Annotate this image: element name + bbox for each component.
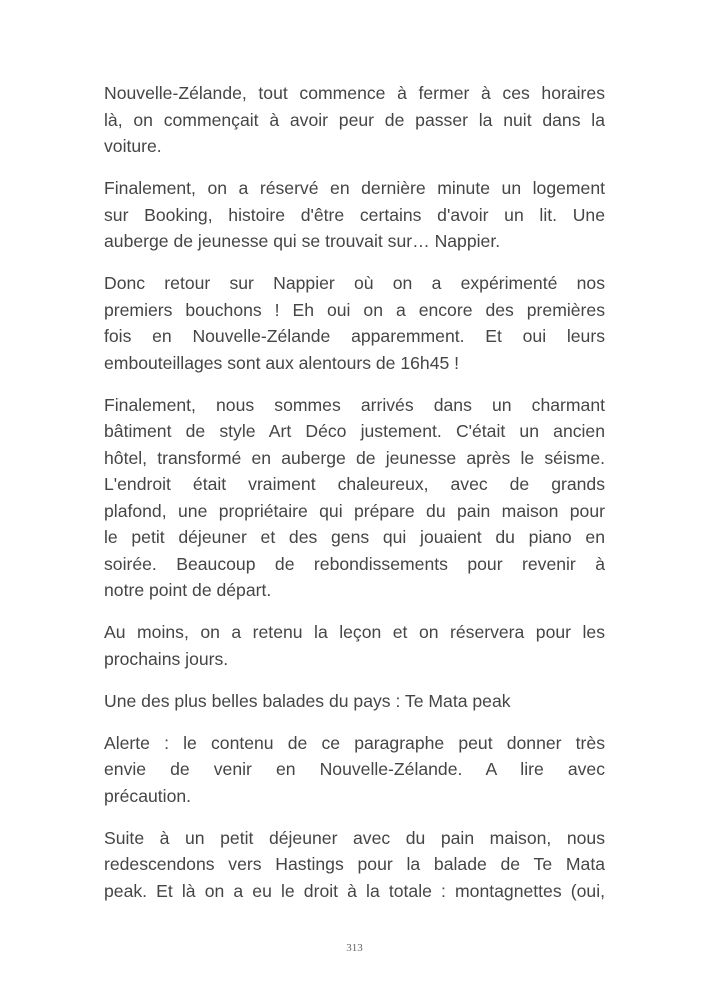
- text-line: précaution.: [104, 785, 192, 806]
- paragraph: [104, 392, 605, 604]
- text-line: sur Booking, histoire d'être certains d'avoir un lit. Une: [104, 204, 605, 225]
- text-line: auberge de jeunesse qui se trouvait sur… Nappier.: [104, 231, 501, 251]
- text-line: redescendons vers Hastings pour la balade de Te Mata: [104, 854, 605, 874]
- text-line: Au moins, on a retenu la leçon et on réservera pour les: [104, 622, 605, 642]
- text-line: Finalement, nous sommes arrivés dans un charmant: [104, 394, 605, 415]
- text-line: Alerte : le contenu de ce paragraphe peut donner très: [104, 732, 605, 753]
- page-body: [104, 80, 605, 920]
- text-line: Nouvelle-Zélande, tout commence à fermer à ces horaires: [104, 83, 605, 103]
- text-line: là, on commençait à avoir peur de passer la nuit dans la: [104, 109, 605, 130]
- text-line: notre point de départ.: [104, 580, 272, 600]
- text-line: envie de venir en Nouvelle-Zélande. A lire avec: [104, 759, 605, 779]
- text-line: premiers bouchons ! Eh oui on a encore des premières: [104, 299, 605, 320]
- text-line: bâtiment de style Art Déco justement. C'était un ancien: [104, 421, 605, 441]
- text-line: voiture.: [104, 136, 162, 156]
- text-line: soirée. Beaucoup de rebondissements pour revenir à: [104, 553, 605, 574]
- paragraph: [104, 825, 605, 905]
- text-line: Suite à un petit déjeuner avec du pain maison, nous: [104, 827, 605, 848]
- paragraph: [104, 730, 605, 810]
- text-line: plafond, une propriétaire qui prépare du pain maison pour: [104, 500, 605, 521]
- text-line: le petit déjeuner et des gens qui jouaient du piano en: [104, 527, 605, 547]
- text-line: peak. Et là on a eu le droit à la totale : montagnettes (oui,: [104, 880, 605, 901]
- paragraph: [104, 175, 605, 255]
- paragraph: [104, 270, 605, 376]
- text-line: hôtel, transformé en auberge de jeunesse après le séisme.: [104, 447, 605, 468]
- paragraph: [104, 80, 605, 160]
- text-line: Finalement, on a réservé en dernière minute un logement: [104, 178, 605, 198]
- paragraph: [104, 688, 605, 715]
- text-line: Une des plus belles balades du pays : Te Mata peak: [104, 690, 511, 711]
- text-line: Donc retour sur Nappier où on a expérimenté nos: [104, 273, 605, 293]
- paragraph: [104, 619, 605, 672]
- text-line: L'endroit était vraiment chaleureux, avec de grands: [104, 474, 605, 494]
- text-line: embouteillages sont aux alentours de 16h45 !: [104, 352, 460, 373]
- text-line: fois en Nouvelle-Zélande apparemment. Et oui leurs: [104, 326, 605, 346]
- page-number: 313: [346, 942, 363, 954]
- text-line: prochains jours.: [104, 648, 229, 669]
